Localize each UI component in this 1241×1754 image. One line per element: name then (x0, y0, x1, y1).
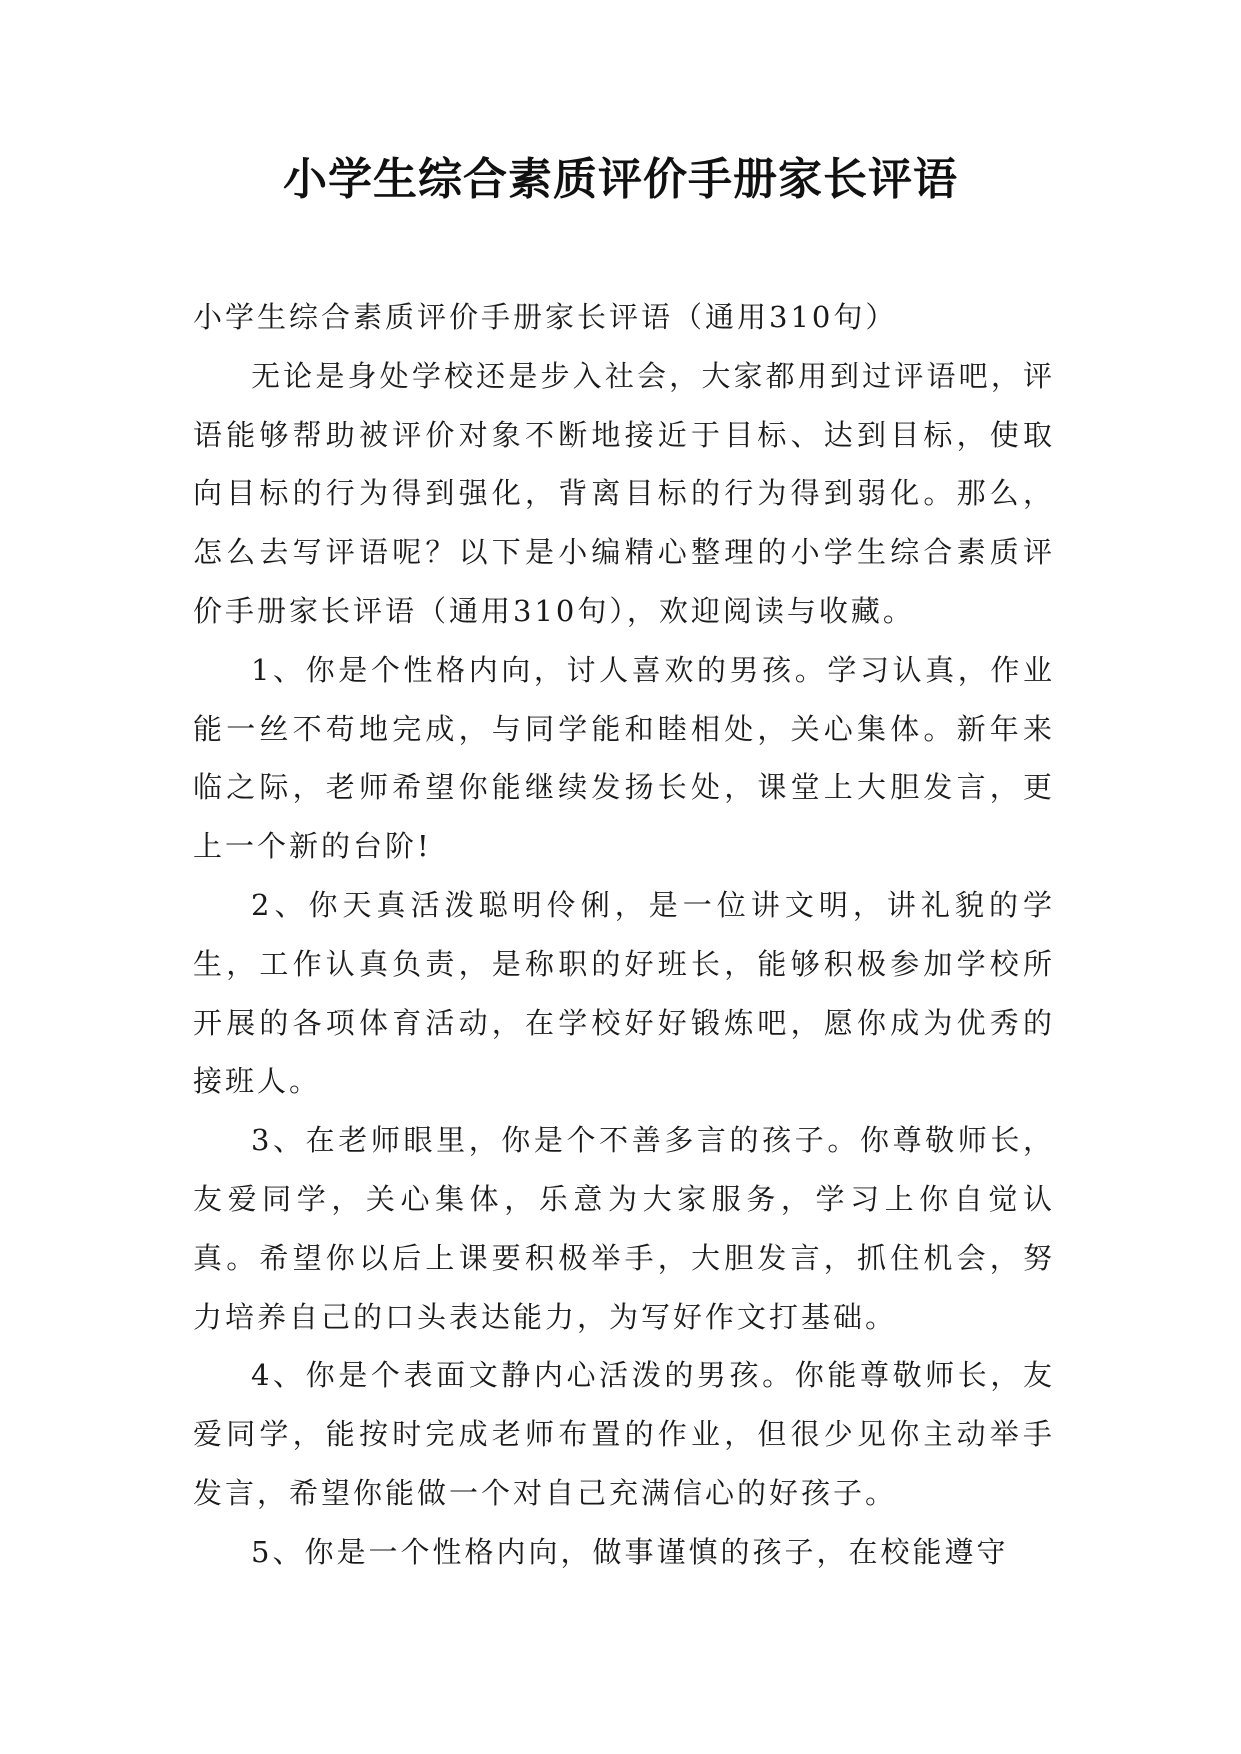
document-subtitle: 小学生综合素质评价手册家长评语（通用310句） (193, 300, 898, 334)
document-body (193, 288, 1055, 1582)
intro-paragraph: 无论是身处学校还是步入社会，大家都用到过评语吧，评语能够帮助被评价对象不断地接近于目标、达到目标，使取向目标的行为得到强化，背离目标的行为得到弱化。那么，怎么去写评语呢？以下是小编精心整理的小学生综合素质评价手册家长评语（通用310句），欢迎阅读与收藏。 (193, 358, 1055, 628)
comment-item-2: 2、你天真活泼聪明伶俐，是一位讲文明，讲礼貌的学生，工作认真负责，是称职的好班长，能够积极参加学校所开展的各项体育活动，在学校好好锻炼吧，愿你成为优秀的接班人。 (193, 887, 1055, 1099)
comment-item-1: 1、你是个性格内向，讨人喜欢的男孩。学习认真，作业能一丝不苟地完成，与同学能和睦相处，关心集体。新年来临之际，老师希望你能继续发扬长处，课堂上大胆发言，更上一个新的台阶! (193, 652, 1055, 864)
comment-item-3: 3、在老师眼里，你是个不善多言的孩子。你尊敬师长，友爱同学，关心集体，乐意为大家服务，学习上你自觉认真。希望你以后上课要积极举手，大胆发言，抓住机会，努力培养自己的口头表达能力，为写好作文打基础。 (193, 1123, 1055, 1334)
comment-item-5: 5、你是一个性格内向，做事谨慎的孩子，在校能遵守 (251, 1534, 1009, 1569)
comment-item-4: 4、你是个表面文静内心活泼的男孩。你能尊敬师长，友爱同学，能按时完成老师布置的作业，但很少见你主动举手发言，希望你能做一个对自己充满信心的好孩子。 (193, 1358, 1055, 1510)
document-title: 小学生综合素质评价手册家长评语 (283, 154, 958, 205)
